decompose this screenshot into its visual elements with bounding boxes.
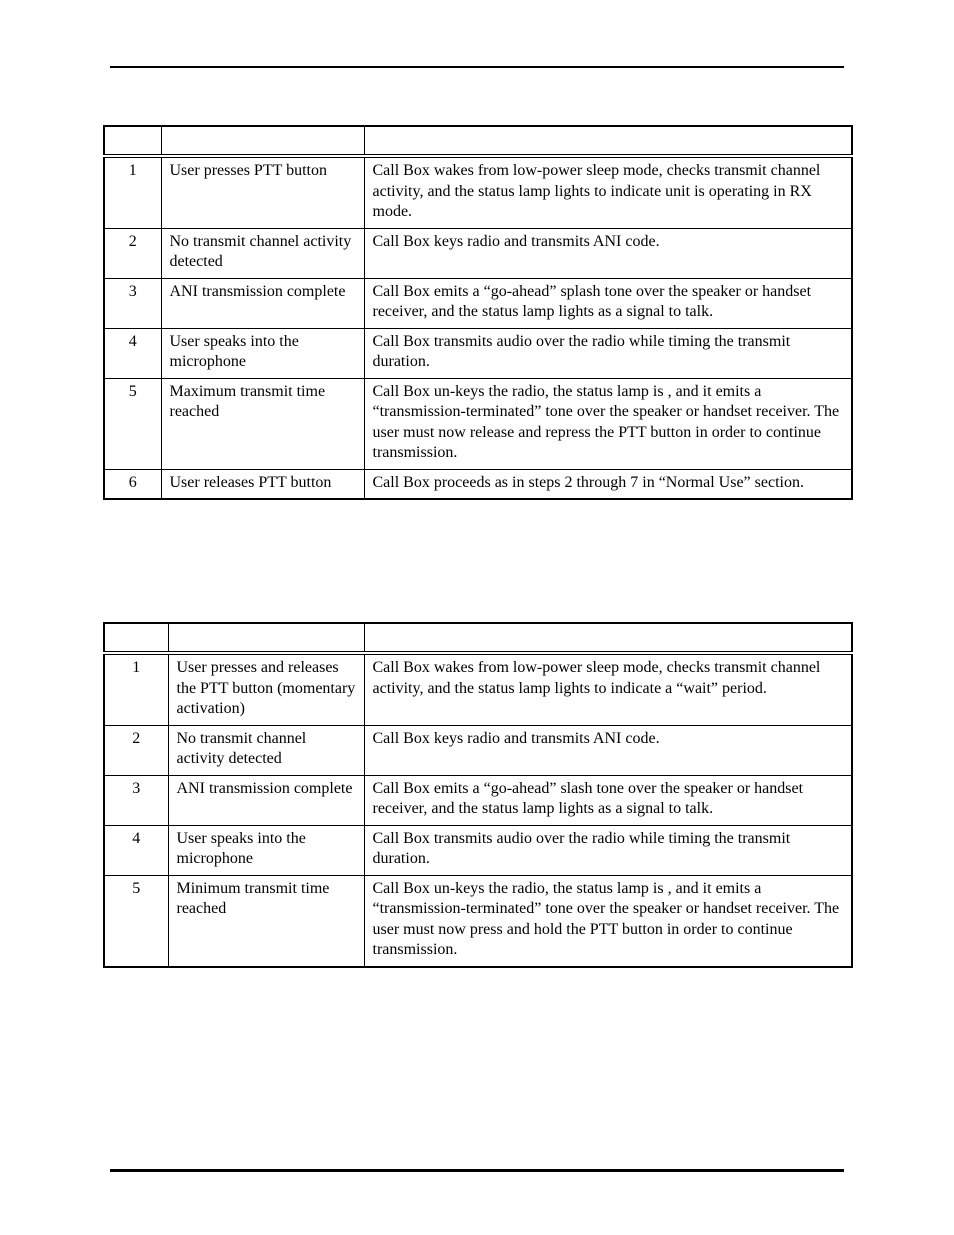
step-event: No transmit channel activity detected — [168, 725, 364, 775]
step-response: Call Box un-keys the radio, the status lamp is , and it emits a “transmission-terminated” tone over the speaker or handset receiver. The user must now press and hold the PTT button in order to continue transmission. — [364, 875, 852, 967]
table-row — [104, 228, 852, 278]
header-response — [364, 126, 852, 156]
step-number: 1 — [104, 653, 168, 725]
step-event: User speaks into the microphone — [168, 825, 364, 875]
max-transmit-table — [103, 125, 853, 500]
header-step — [104, 126, 161, 156]
table-row — [104, 725, 852, 775]
step-event: User presses and releases the PTT button (momentary activation) — [168, 653, 364, 725]
step-number: 5 — [104, 875, 168, 967]
step-response: Call Box keys radio and transmits ANI code. — [364, 725, 852, 775]
step-event: Maximum transmit time reached — [161, 378, 364, 469]
step-response: Call Box transmits audio over the radio while timing the transmit duration. — [364, 328, 852, 378]
table-header-row — [104, 126, 852, 156]
header-rule — [110, 66, 844, 68]
table-row — [104, 156, 852, 228]
step-event: Minimum transmit time reached — [168, 875, 364, 967]
header-event — [161, 126, 364, 156]
step-number: 3 — [104, 278, 161, 328]
table-header-row — [104, 623, 852, 653]
step-number: 4 — [104, 328, 161, 378]
step-event: ANI transmission complete — [168, 775, 364, 825]
step-response: Call Box emits a “go-ahead” slash tone over the speaker or handset receiver, and the status lamp lights as a signal to talk. — [364, 775, 852, 825]
step-event: No transmit channel activity detected — [161, 228, 364, 278]
step-event: User presses PTT button — [161, 156, 364, 228]
step-response: Call Box transmits audio over the radio while timing the transmit duration. — [364, 825, 852, 875]
table-row — [104, 825, 852, 875]
table-row — [104, 378, 852, 469]
step-response: Call Box un-keys the radio, the status lamp is , and it emits a “transmission-terminated” tone over the speaker or handset receiver. The user must now release and repress the PTT button in order to continue transmission. — [364, 378, 852, 469]
step-event: User releases PTT button — [161, 469, 364, 499]
table-row — [104, 469, 852, 499]
min-transmit-table — [103, 622, 853, 968]
table-row — [104, 775, 852, 825]
step-number: 5 — [104, 378, 161, 469]
header-step — [104, 623, 168, 653]
step-event: ANI transmission complete — [161, 278, 364, 328]
table-row — [104, 653, 852, 725]
step-response: Call Box emits a “go-ahead” splash tone over the speaker or handset receiver, and the status lamp lights as a signal to talk. — [364, 278, 852, 328]
table-row — [104, 328, 852, 378]
step-number: 3 — [104, 775, 168, 825]
step-response: Call Box keys radio and transmits ANI code. — [364, 228, 852, 278]
step-response: Call Box wakes from low-power sleep mode, checks transmit channel activity, and the status lamp lights to indicate a “wait” period. — [364, 653, 852, 725]
table-row — [104, 278, 852, 328]
step-number: 4 — [104, 825, 168, 875]
step-number: 6 — [104, 469, 161, 499]
step-number: 2 — [104, 725, 168, 775]
step-event: User speaks into the microphone — [161, 328, 364, 378]
table-row — [104, 875, 852, 967]
step-response: Call Box wakes from low-power sleep mode, checks transmit channel activity, and the status lamp lights to indicate unit is operating in RX mode. — [364, 156, 852, 228]
step-number: 2 — [104, 228, 161, 278]
footer-rule — [110, 1169, 844, 1172]
header-event — [168, 623, 364, 653]
header-response — [364, 623, 852, 653]
step-number: 1 — [104, 156, 161, 228]
step-response: Call Box proceeds as in steps 2 through 7 in “Normal Use” section. — [364, 469, 852, 499]
